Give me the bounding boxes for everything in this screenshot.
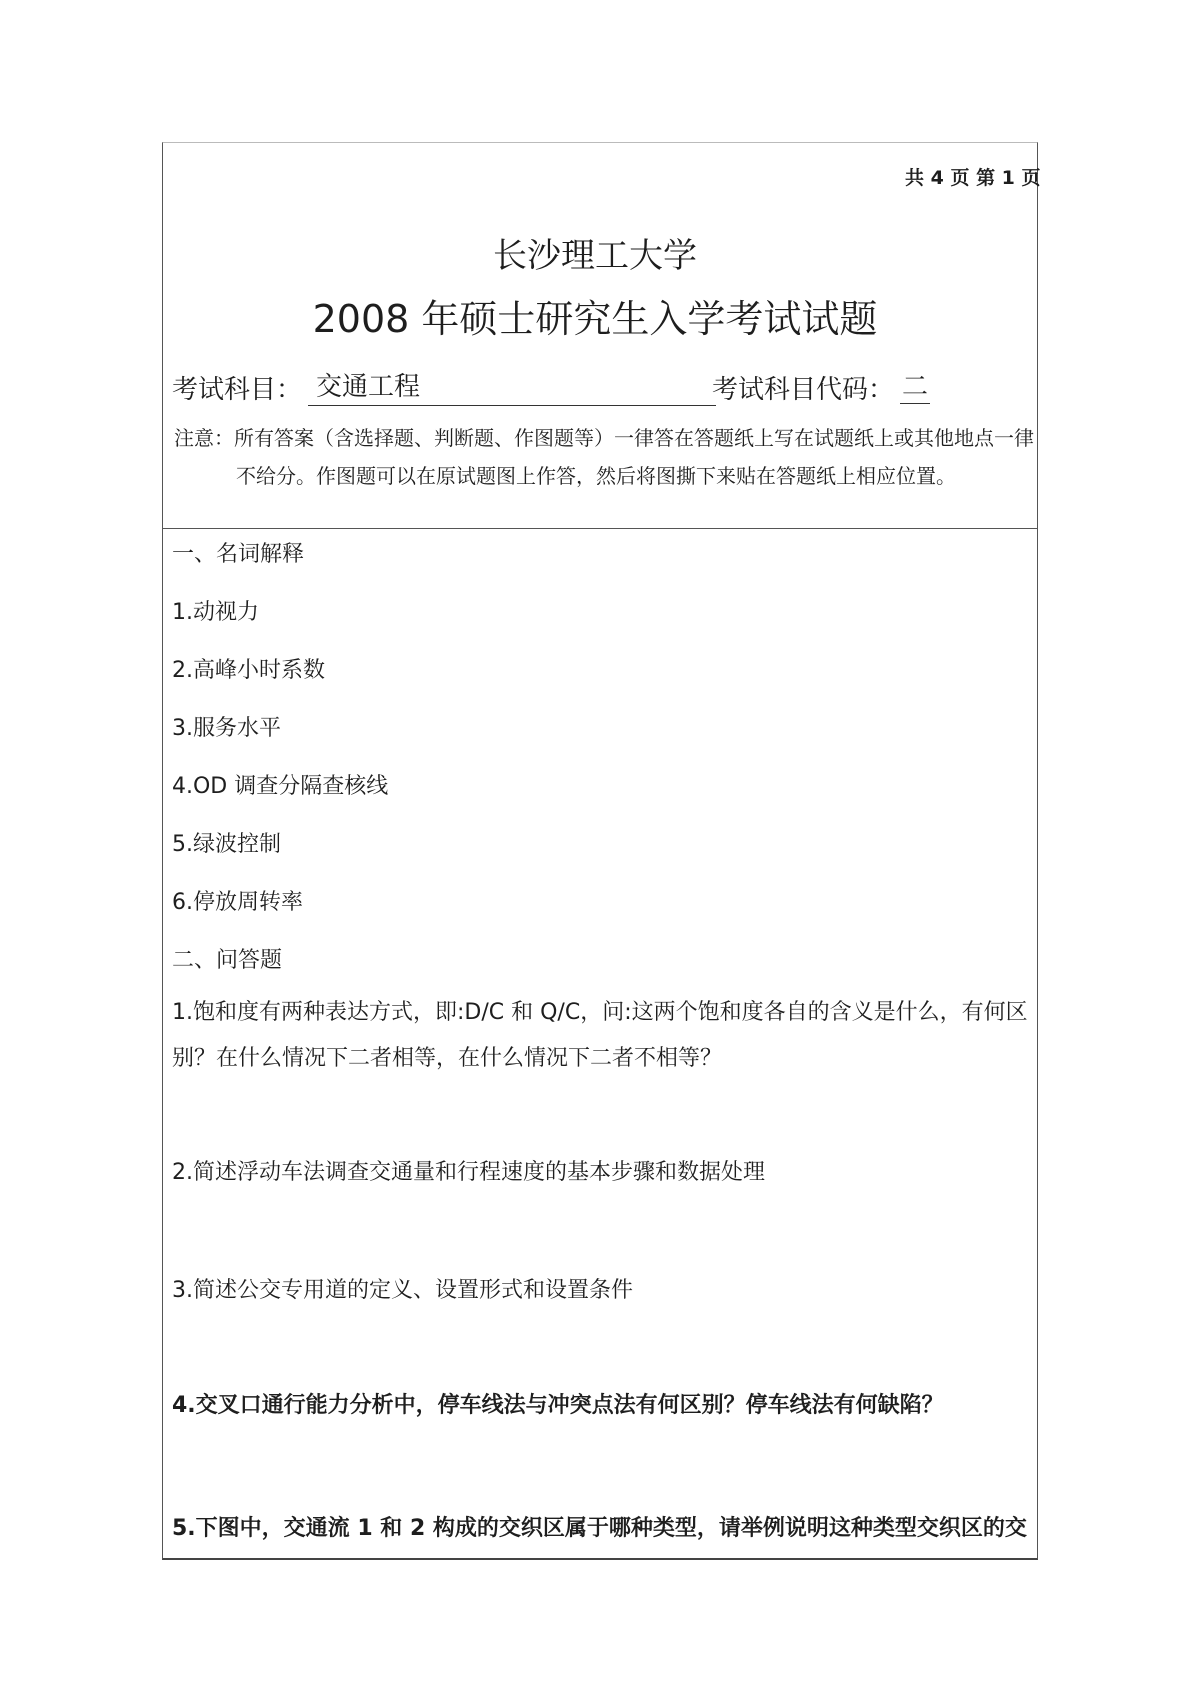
page-counter: 共 4 页 第 1 页 [905,167,1041,189]
subject-code-value: 二 [900,366,930,404]
term-item: 2.高峰小时系数 [172,658,325,683]
term-item: 3.服务水平 [172,716,281,741]
term-item: 4.OD 调查分隔查核线 [172,774,389,799]
subject-value: 交通工程 [308,366,716,406]
question-3: 3.简述公交专用道的定义、设置形式和设置条件 [172,1278,633,1303]
question-1: 1.饱和度有两种表达方式，即:D/C 和 Q/C，问:这两个饱和度各自的含义是什么，有何区别？在什么情况下二者相等，在什么情况下二者不相等？ [172,1000,1028,1071]
header-divider [162,528,1038,529]
term-item: 1.动视力 [172,600,259,625]
exam-page-frame [162,142,1038,1560]
term-item: 5.绿波控制 [172,832,281,857]
section-1-title: 一、名词解释 [172,542,305,567]
section-2-title: 二、问答题 [172,948,283,973]
question-4: 4.交叉口通行能力分析中，停车线法与冲突点法有何区别？停车线法有何缺陷？ [172,1393,944,1418]
exam-title: 2008 年硕士研究生入学考试试题 [312,297,878,341]
term-item: 6.停放周转率 [172,890,303,915]
exam-notice: 注意：所有答案（含选择题、判断题、作图题等）一律答在答题纸上写在试题纸上或其他地点一律不给分。作图题可以在原试题图上作答，然后将图撕下来贴在答题纸上相应位置。 [174,426,1034,488]
subject-label: 考试科目： [172,375,303,405]
question-2: 2.简述浮动车法调查交通量和行程速度的基本步骤和数据处理 [172,1160,765,1185]
question-5: 5.下图中，交通流 1 和 2 构成的交织区属于哪种类型，请举例说明这种类型交织区的交 [172,1516,1027,1541]
subject-code-label: 考试科目代码： [712,375,895,405]
university-name: 长沙理工大学 [493,236,697,276]
